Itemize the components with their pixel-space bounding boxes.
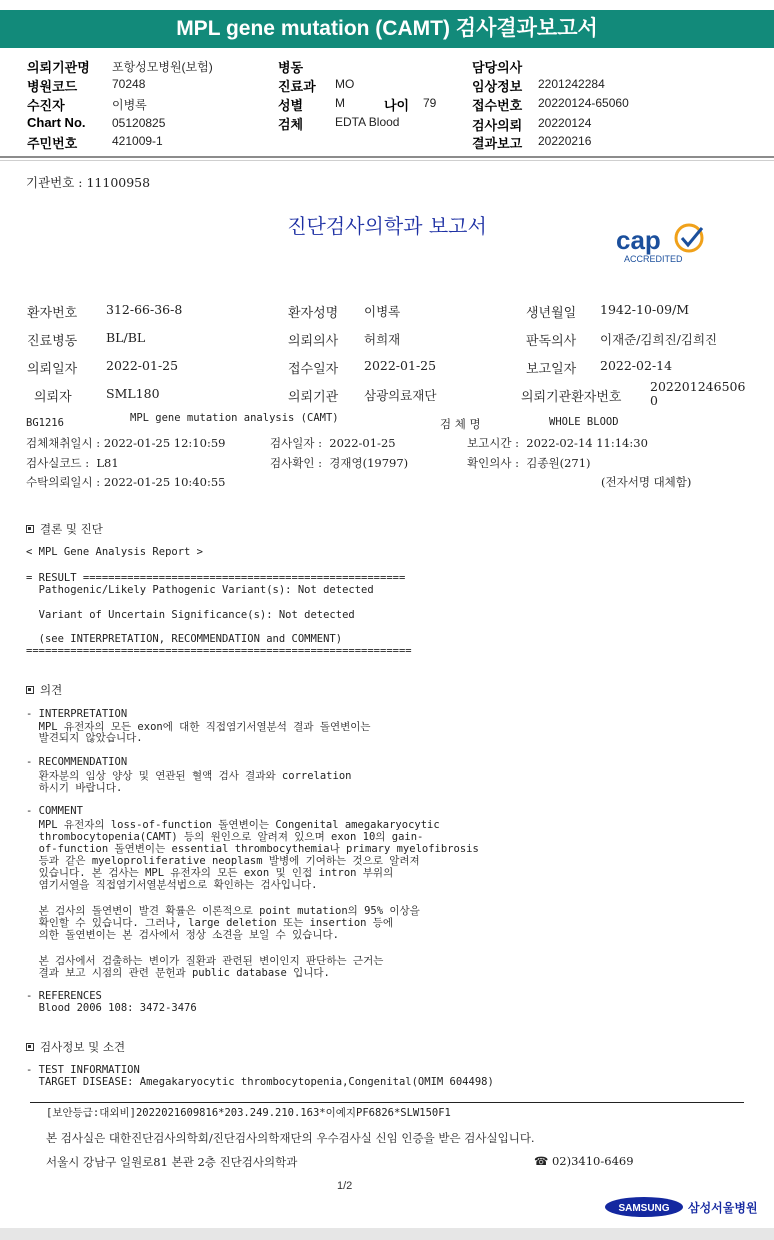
value-sex: M xyxy=(335,96,345,110)
header-divider xyxy=(0,156,774,158)
cap-accredited-text: ACCREDITED xyxy=(624,254,683,264)
specimen-value: WHOLE BLOOD xyxy=(549,416,619,428)
label-department: 진료과 xyxy=(278,79,316,94)
value-patient-name: 이병록 xyxy=(364,304,401,319)
test-confirm: 검사확인 : 경재영(19797) xyxy=(270,456,409,470)
value-requesting-org: 삼광의료재단 xyxy=(364,388,437,403)
specimen-label: 검 체 명 xyxy=(440,417,481,431)
collection-datetime: 검체채취일시 : 2022-01-25 12:10:59 xyxy=(26,436,226,450)
value-receipt-no: 20220124-65060 xyxy=(538,96,629,110)
department-address: 서울시 강남구 일원로81 본관 2층 진단검사의학과 xyxy=(46,1155,298,1169)
report-header-title: MPL gene mutation (CAMT) 검사결과보고서 xyxy=(0,10,774,48)
value-age: 79 xyxy=(423,96,437,110)
square-bullet-icon xyxy=(26,525,34,533)
value-receipt-date: 2022-01-25 xyxy=(364,358,437,373)
test-code: BG1216 xyxy=(26,417,64,429)
label-patient-name: 환자성명 xyxy=(288,306,339,321)
header-divider-light xyxy=(0,160,774,161)
label-chart-no: Chart No. xyxy=(27,115,86,130)
report-subtitle: < MPL Gene Analysis Report > xyxy=(26,546,204,558)
value-org-patient-no: 202201246506 xyxy=(650,379,746,394)
comment-line: of-function 돌연변이는 essential thrombocythemia나 primary myelofibrosis xyxy=(26,843,479,855)
footer-divider xyxy=(30,1102,744,1103)
label-ordering-doctor: 의뢰의사 xyxy=(288,334,339,349)
label-result-report: 결과보고 xyxy=(472,136,523,151)
value-examinee: 이병록 xyxy=(112,98,147,112)
label-report-date: 보고일자 xyxy=(526,362,577,377)
value-chart-no: 05120825 xyxy=(112,116,166,130)
label-birth: 생년월일 xyxy=(526,306,577,321)
label-patient-no: 환자번호 xyxy=(27,306,78,321)
label-resident-no: 주민번호 xyxy=(27,136,78,151)
value-hospital-code: 70248 xyxy=(112,77,146,91)
references-line: - REFERENCES xyxy=(26,990,102,1002)
lab-code: 검사실코드 : L81 xyxy=(26,456,119,470)
samsung-logo xyxy=(604,1196,684,1218)
comment-line: 염기서열을 직접염기서열분석법으로 확인하는 검사입니다. xyxy=(26,879,318,891)
result-line: (see INTERPRETATION, RECOMMENDATION and COMMENT) xyxy=(26,633,343,645)
test-date: 검사일자 : 2022-01-25 xyxy=(270,436,396,450)
result-line: Variant of Uncertain Significance(s): Not detected xyxy=(26,609,355,621)
recommendation-line: 하시기 바랍니다. xyxy=(26,782,123,794)
result-line: = RESULT =================================================== xyxy=(26,572,406,584)
label-referring-org: 의뢰기관명 xyxy=(27,60,90,75)
value-test-request: 20220124 xyxy=(538,116,592,130)
label-attending: 담당의사 xyxy=(472,60,523,75)
value-requester: SML180 xyxy=(106,386,160,401)
value-patient-no: 312-66-36-8 xyxy=(106,302,183,317)
comment-line: 본 검사에서 검출하는 변이가 질환과 관련된 변이인지 판단하는 근거는 xyxy=(26,955,384,967)
square-bullet-icon xyxy=(26,1043,34,1051)
label-test-request: 검사의뢰 xyxy=(472,118,523,133)
cap-text: cap xyxy=(616,225,661,255)
recommendation-line: - RECOMMENDATION xyxy=(26,756,128,768)
value-org-patient-no-2: 0 xyxy=(650,393,658,408)
section-heading-opinion: 의견 xyxy=(26,682,62,698)
label-hospital-code: 병원코드 xyxy=(27,79,78,94)
comment-line: 확인할 수 있습니다. 그러나, large deletion 또는 insertion 등에 xyxy=(26,917,394,929)
interpretation-line: - INTERPRETATION xyxy=(26,708,128,720)
label-requesting-org: 의뢰기관 xyxy=(288,390,339,405)
label-order-date: 의뢰일자 xyxy=(27,362,78,377)
value-ordering-doctor: 허희재 xyxy=(364,332,401,347)
section-heading-result: 결론 및 진단 xyxy=(26,521,103,537)
e-signature-note: (전자서명 대체함) xyxy=(601,475,692,489)
label-receipt-no: 접수번호 xyxy=(472,98,523,113)
comment-line: - COMMENT xyxy=(26,805,83,817)
label-requester: 의뢰자 xyxy=(34,390,72,405)
testinfo-line: TARGET DISEASE: Amegakaryocytic thrombocytopenia,Congenital(OMIM 604498) xyxy=(26,1076,494,1088)
security-stamp: [보안등급:대외비]2022021609816*203.249.210.163*이예지PF6826*SLW150F1 xyxy=(46,1107,451,1119)
comment-line: 등과 같은 myeloproliferative neoplasm 발병에 기여하는 것으로 알려져 xyxy=(26,855,420,867)
value-specimen: EDTA Blood xyxy=(335,115,400,129)
label-org-patient-no: 의뢰기관환자번호 xyxy=(521,390,622,405)
result-line: ============================================================= xyxy=(26,645,412,657)
hospital-name: 삼성서울병원 xyxy=(688,1201,758,1215)
comment-line: thrombocytopenia(CAMT) 등의 원인으로 알려져 있으며 exon 10의 gain- xyxy=(26,831,424,843)
value-resident-no: 421009-1 xyxy=(112,134,163,148)
cap-accredited-logo xyxy=(612,218,722,268)
samsung-text: SAMSUNG xyxy=(618,1203,670,1214)
value-reading-doctor: 이재준/김희진/김희진 xyxy=(600,332,718,347)
testinfo-line: - TEST INFORMATION xyxy=(26,1064,140,1076)
label-sex: 성별 xyxy=(278,98,304,113)
section-heading-testinfo: 검사정보 및 소견 xyxy=(26,1039,125,1055)
value-report-date: 2022-02-14 xyxy=(600,358,673,373)
page-number: 1/2 xyxy=(337,1180,353,1192)
confirm-doctor: 확인의사 : 김종원(271) xyxy=(467,456,591,470)
value-birth: 1942-10-09/M xyxy=(600,302,690,317)
comment-line: 의한 돌연변이는 본 검사에서 정상 소견을 보일 수 있습니다. xyxy=(26,929,339,941)
value-clinical-info: 2201242284 xyxy=(538,77,605,91)
comment-line: 결과 보고 시점의 관련 문헌과 public database 입니다. xyxy=(26,967,330,979)
label-receipt-date: 접수일자 xyxy=(288,362,339,377)
report-time: 보고시간 : 2022-02-14 11:14:30 xyxy=(467,436,648,450)
label-clinical-info: 임상정보 xyxy=(472,79,523,94)
label-ward2: 진료병동 xyxy=(27,334,78,349)
value-order-date: 2022-01-25 xyxy=(106,358,179,373)
label-ward: 병동 xyxy=(278,60,304,75)
cap-emblem-icon xyxy=(676,225,702,251)
label-reading-doctor: 판독의사 xyxy=(526,334,577,349)
recommendation-line: 환자분의 임상 양상 및 연관된 혈액 검사 결과와 correlation xyxy=(26,770,352,782)
comment-line: MPL 유전자의 loss-of-function 돌연변이는 Congenital amegakaryocytic xyxy=(26,819,440,831)
result-line: Pathogenic/Likely Pathogenic Variant(s): Not detected xyxy=(26,584,374,596)
value-department: MO xyxy=(335,77,355,91)
comment-line: 본 검사의 돌연변이 발견 확률은 이론적으로 point mutation의 95% 이상을 xyxy=(26,905,420,917)
value-ward2: BL/BL xyxy=(106,330,146,345)
label-age: 나이 xyxy=(384,98,410,113)
institution-number: 기관번호 : 11100958 xyxy=(26,175,151,190)
references-line: Blood 2006 108: 3472-3476 xyxy=(26,1002,197,1014)
square-bullet-icon xyxy=(26,686,34,694)
value-result-report: 20220216 xyxy=(538,134,592,148)
department-phone: ☎ 02)3410-6469 xyxy=(534,1154,634,1168)
label-specimen: 검체 xyxy=(278,117,304,132)
page-bottom-margin xyxy=(0,1228,774,1240)
interpretation-line: 발견되지 않았습니다. xyxy=(26,732,143,744)
value-referring-org: 포항성모병원(보험) xyxy=(112,60,213,74)
consignment-datetime: 수탁의뢰일시 : 2022-01-25 10:40:55 xyxy=(26,475,226,489)
test-name: MPL gene mutation analysis (CAMT) xyxy=(130,412,339,424)
label-examinee: 수진자 xyxy=(27,98,65,113)
interpretation-line: MPL 유전자의 모든 exon에 대한 직접염기서열분석 결과 돌연변이는 xyxy=(26,721,371,733)
report-title: 진단검사의학과 보고서 xyxy=(287,214,487,238)
comment-line: 있습니다. 본 검사는 MPL 유전자의 모든 exon 및 인접 intron 부위의 xyxy=(26,867,394,879)
certification-note: 본 검사실은 대한진단검사의학회/진단검사의학재단의 우수검사실 신임 인증을 받은 검사실입니다. xyxy=(46,1131,535,1145)
